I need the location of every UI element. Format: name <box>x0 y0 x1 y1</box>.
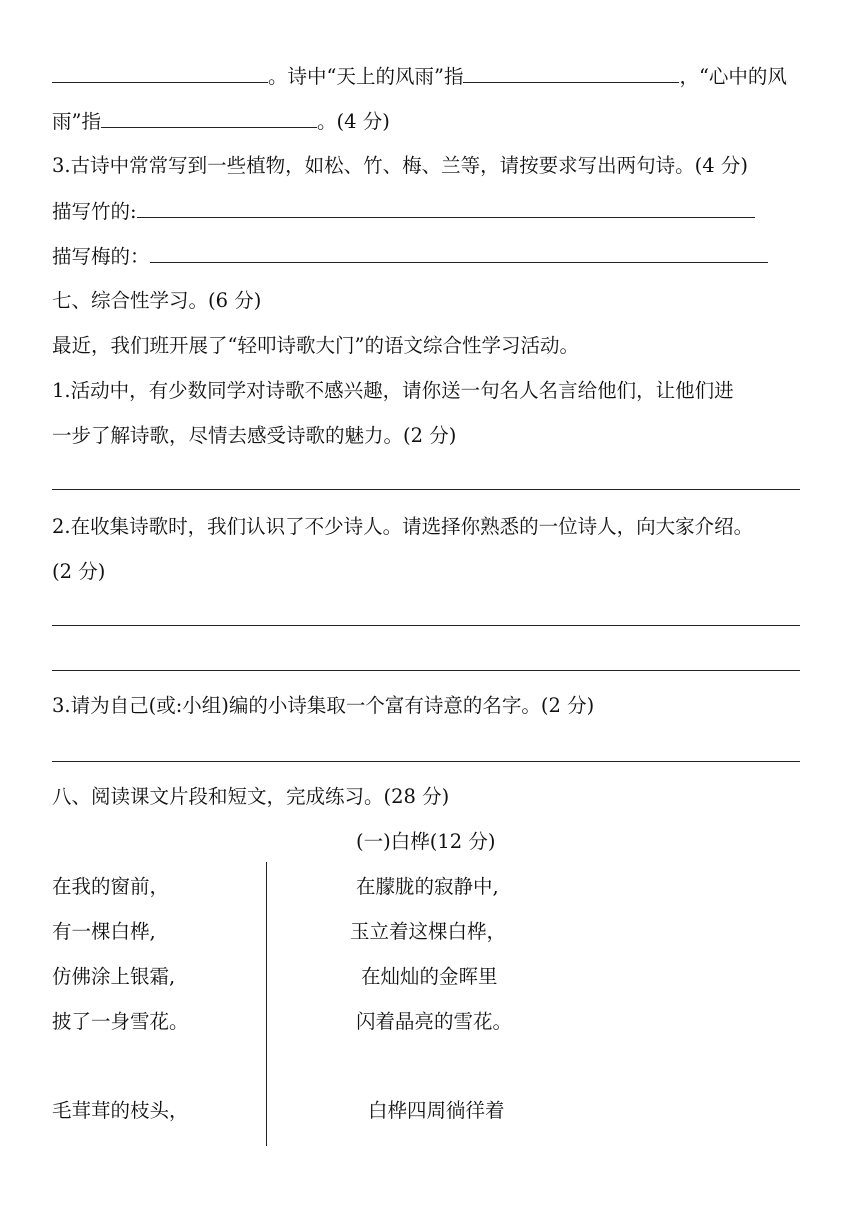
bamboo-label: 描写竹的: <box>52 200 137 223</box>
poem-right-line-5: 白桦四周徜徉着 <box>368 1099 505 1122</box>
q2-answer-line-2 <box>52 107 390 136</box>
q3-bamboo-row <box>52 197 755 226</box>
q2-text-b: ，“心中的风 <box>679 65 787 88</box>
s7-q3-line: 3.请为自己(或:小组)编的小诗集取一个富有诗意的名字。(2 分) <box>52 694 595 717</box>
s7-q2-answer-line-1[interactable] <box>52 625 800 626</box>
plum-answer-blank[interactable] <box>150 242 768 263</box>
section-8-title: 八、阅读课文片段和短文，完成练习。(28 分) <box>52 785 450 808</box>
s7-q2-line1: 2.在收集诗歌时，我们认识了不少诗人。请选择你熟悉的一位诗人，向大家介绍。 <box>52 515 754 538</box>
q2-answer-line-1 <box>52 62 787 91</box>
s7-q1-line2: 一步了解诗歌，尽情去感受诗歌的魅力。(2 分) <box>52 424 457 447</box>
q2-text-a: 。诗中“天上的风雨”指 <box>268 65 464 88</box>
answer-blank[interactable] <box>52 62 268 83</box>
q3-plum-row <box>52 242 768 271</box>
s7-q1-answer-line[interactable] <box>52 489 800 490</box>
answer-blank[interactable] <box>463 62 679 83</box>
q3-prompt: 3.古诗中常常写到一些植物，如松、竹、梅、兰等，请按要求写出两句诗。(4 分) <box>52 154 748 177</box>
plum-label: 描写梅的： <box>52 245 150 268</box>
poem-left-line-2: 有一棵白桦, <box>52 920 156 943</box>
answer-blank[interactable] <box>101 107 317 128</box>
s7-q2-answer-line-2[interactable] <box>52 670 800 671</box>
poem-left-line-5: 毛茸茸的枝头， <box>52 1099 189 1122</box>
poem-left-line-4: 披了一身雪花。 <box>52 1010 189 1033</box>
poem-right-line-2: 玉立着这棵白桦， <box>350 920 507 943</box>
s7-q2-line2: (2 分) <box>52 560 106 583</box>
q2-text-c: 雨”指 <box>52 110 101 133</box>
poem-right-line-3: 在灿灿的金晖里 <box>361 965 498 988</box>
reading-passage-title: (一)白桦(12 分) <box>356 830 496 853</box>
poem-left-line-3: 仿佛涂上银霜, <box>52 965 176 988</box>
bamboo-answer-blank[interactable] <box>137 197 755 218</box>
section-7-title: 七、综合性学习。(6 分) <box>52 289 262 312</box>
poem-left-line-1: 在我的窗前， <box>52 875 170 898</box>
poem-right-line-1: 在朦胧的寂静中, <box>356 875 499 898</box>
poem-right-line-4: 闪着晶亮的雪花。 <box>356 1010 513 1033</box>
poem-column-divider <box>266 862 267 1146</box>
s7-q3-answer-line[interactable] <box>52 761 800 762</box>
q2-text-d: 。(4 分) <box>316 110 390 133</box>
s7-q1-line1: 1.活动中，有少数同学对诗歌不感兴趣，请你送一句名人名言给他们，让他们进 <box>52 379 734 402</box>
section-7-intro: 最近，我们班开展了“轻叩诗歌大门”的语文综合性学习活动。 <box>52 334 579 357</box>
